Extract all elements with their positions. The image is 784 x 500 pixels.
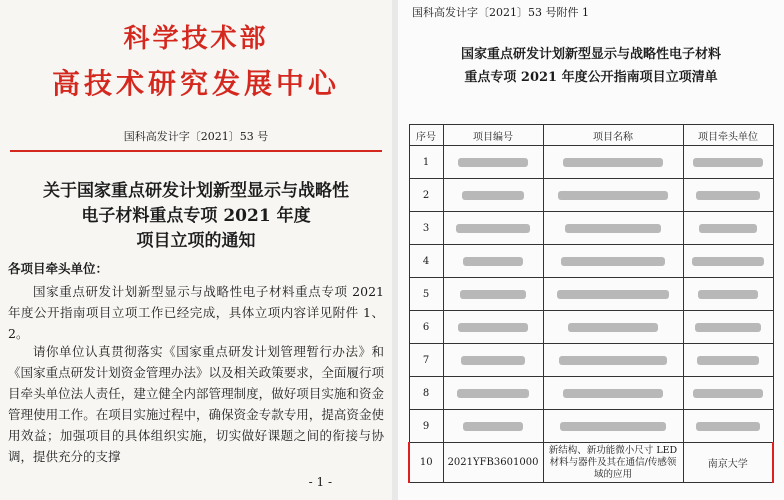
cell-code xyxy=(443,344,543,377)
table-header-row xyxy=(409,125,773,146)
cell-text: 9 xyxy=(422,420,430,432)
table-row xyxy=(409,245,773,278)
cell-name xyxy=(543,146,683,179)
red-header-rule xyxy=(10,150,382,152)
cell-text: 1 xyxy=(422,156,430,168)
cell-unit xyxy=(683,443,773,483)
salutation: 各项目牵头单位： xyxy=(8,261,109,276)
cell-name xyxy=(543,245,683,278)
cell-text: 2 xyxy=(422,189,430,201)
notice-title-line1: 关于国家重点研发计划新型显示与战略性 xyxy=(43,181,349,201)
redacted-content xyxy=(458,323,528,332)
table-row xyxy=(409,146,773,179)
redacted-content xyxy=(559,356,667,365)
table-row xyxy=(409,311,773,344)
redacted-content xyxy=(693,389,763,398)
issuer-name: 科学技术部 xyxy=(123,24,269,54)
cell-name xyxy=(543,278,683,311)
redacted-content xyxy=(557,290,669,299)
table-row xyxy=(409,212,773,245)
table-row xyxy=(409,443,773,483)
redacted-content xyxy=(565,224,661,233)
cell-text: 2021YFB3601000 xyxy=(447,457,539,468)
page-number: - 1 - xyxy=(308,475,332,489)
cell-no xyxy=(409,245,443,278)
redacted-content xyxy=(696,422,760,431)
cell-no xyxy=(409,377,443,410)
attachment-label: 国科高发计字〔2021〕53 号附件 1 xyxy=(412,6,589,19)
cell-text: 3 xyxy=(422,222,430,234)
header-no: 序号 xyxy=(409,125,443,146)
cell-unit xyxy=(683,278,773,311)
redacted-content xyxy=(458,158,528,167)
cell-code xyxy=(443,179,543,212)
header-name: 项目名称 xyxy=(543,125,683,146)
cell-no xyxy=(409,179,443,212)
cell-name xyxy=(543,377,683,410)
redacted-content xyxy=(695,323,761,332)
notice-title-line3: 项目立项的通知 xyxy=(136,231,256,251)
cell-no xyxy=(409,443,443,483)
cell-name xyxy=(543,179,683,212)
cell-name xyxy=(543,212,683,245)
redacted-content xyxy=(693,158,763,167)
cell-name xyxy=(543,344,683,377)
cell-unit xyxy=(683,311,773,344)
cell-text: 新结构、新功能微小尺寸 LED 材料与器件及其在通信/传感领域的应用 xyxy=(548,444,678,480)
attachment-page xyxy=(398,0,784,500)
document-number: 国科高发计字〔2021〕53 号 xyxy=(123,130,269,143)
cell-code xyxy=(443,410,543,443)
cell-code xyxy=(443,377,543,410)
cell-unit xyxy=(683,377,773,410)
header-unit: 项目牵头单位 xyxy=(683,125,773,146)
issuer-center-name: 高技术研究发展中心 xyxy=(51,67,340,100)
table-row xyxy=(409,179,773,212)
cell-code xyxy=(443,278,543,311)
cell-code xyxy=(443,311,543,344)
redacted-content xyxy=(561,257,665,266)
redacted-content xyxy=(568,323,658,332)
redacted-content xyxy=(697,356,759,365)
cell-no xyxy=(409,311,443,344)
cell-unit xyxy=(683,344,773,377)
table-row xyxy=(409,278,773,311)
redacted-content xyxy=(456,224,530,233)
cell-no xyxy=(409,146,443,179)
redacted-content xyxy=(699,224,757,233)
cell-name xyxy=(543,311,683,344)
cell-no xyxy=(409,344,443,377)
redacted-content xyxy=(698,290,758,299)
notice-title-line2: 电子材料重点专项 2021 年度 xyxy=(81,206,311,226)
table-row xyxy=(409,377,773,410)
redacted-content xyxy=(460,290,526,299)
cell-code xyxy=(443,245,543,278)
cell-unit xyxy=(683,212,773,245)
redacted-content xyxy=(463,422,523,431)
cell-no xyxy=(409,212,443,245)
cell-text: 4 xyxy=(422,255,430,267)
cell-text: 10 xyxy=(419,457,433,468)
cell-code xyxy=(443,443,543,483)
list-title-line2: 重点专项 2021 年度公开指南项目立项清单 xyxy=(464,70,718,85)
table-row xyxy=(409,344,773,377)
project-list-table xyxy=(408,124,774,483)
cell-no xyxy=(409,278,443,311)
cell-text: 5 xyxy=(422,288,430,300)
cell-code xyxy=(443,146,543,179)
paragraph-2: 请你单位认真贯彻落实《国家重点研发计划管理暂行办法》和《国家重点研发计划资金管理办法》以及相关政策要求，全面履行项目牵头单位法人责任，建立健全内部管理制度，做好项目实施和资金管理使用工作。在项目实施过程中，确保资金专款专用，提高资金使用效益；加强项目的具体组织实施，切实做好课题之间的衔接与协调，提供充分的支撑 xyxy=(8,344,384,464)
cell-no xyxy=(409,410,443,443)
paragraph-1: 国家重点研发计划新型显示与战略性电子材料重点专项 2021 年度公开指南项目立项工作已经完成，具体立项内容详见附件 1、2。 xyxy=(8,284,384,341)
redacted-content xyxy=(558,191,668,200)
redacted-content xyxy=(560,422,666,431)
cell-name xyxy=(543,443,683,483)
redacted-content xyxy=(463,257,523,266)
redacted-content xyxy=(563,389,663,398)
cell-text: 南京大学 xyxy=(707,459,748,470)
cell-text: 6 xyxy=(422,321,430,333)
cell-unit xyxy=(683,146,773,179)
redacted-content xyxy=(462,191,524,200)
cell-unit xyxy=(683,410,773,443)
cell-text: 8 xyxy=(422,387,430,399)
cell-code xyxy=(443,212,543,245)
cell-unit xyxy=(683,179,773,212)
cell-text: 7 xyxy=(422,354,430,366)
redacted-content xyxy=(692,257,764,266)
cell-name xyxy=(543,410,683,443)
table-row xyxy=(409,410,773,443)
redacted-content xyxy=(563,158,663,167)
redacted-content xyxy=(457,389,529,398)
redacted-content xyxy=(461,356,525,365)
cell-unit xyxy=(683,245,773,278)
redacted-content xyxy=(696,191,760,200)
header-code: 项目编号 xyxy=(443,125,543,146)
list-title-line1: 国家重点研发计划新型显示与战略性电子材料 xyxy=(460,47,721,62)
